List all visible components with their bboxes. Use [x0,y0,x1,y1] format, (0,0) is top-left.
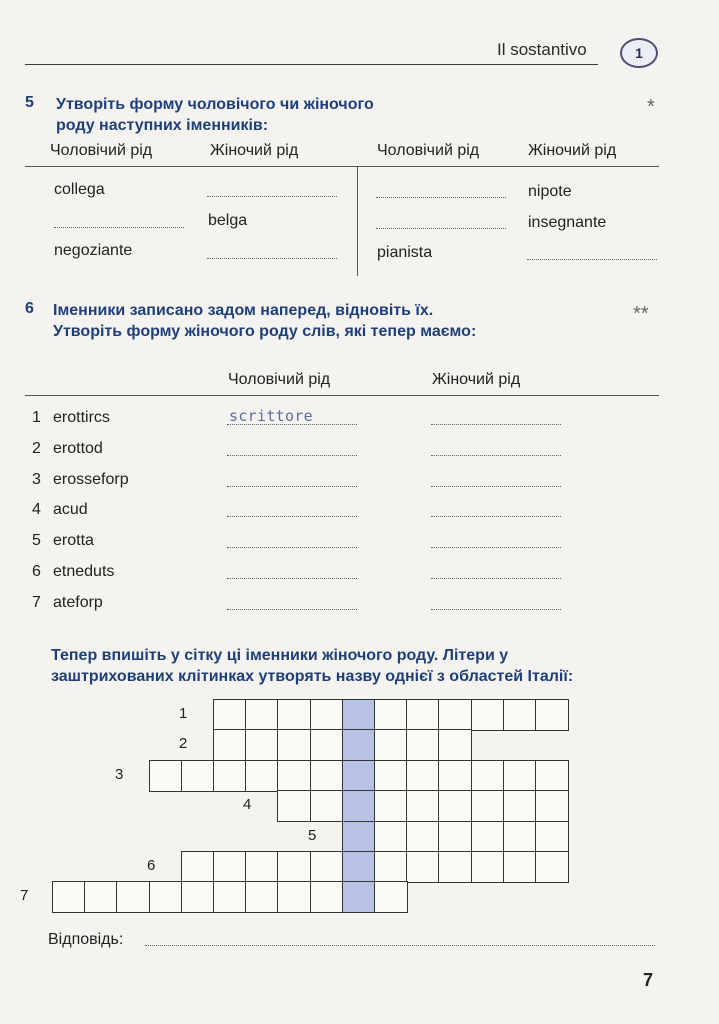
crossword-cell[interactable] [406,729,440,761]
crossword-cell[interactable] [503,790,537,822]
crossword-row-number: 6 [147,857,156,874]
answer-label: Відповідь: [48,931,124,948]
crossword-cell[interactable] [406,821,440,853]
ex6-reversed-word: erotta [53,532,94,549]
ex6-item-number: 7 [32,594,41,611]
ex6-male-answer-blank[interactable] [227,578,357,579]
crossword-cell[interactable] [471,760,505,792]
crossword-cell[interactable] [181,851,215,883]
crossword-cell[interactable] [503,851,537,883]
ex6-male-answer-blank[interactable] [227,486,357,487]
ex6-reversed-word: erosseforp [53,471,129,488]
ex6-reversed-word: acud [53,501,88,518]
crossword-cell[interactable] [277,790,311,822]
crossword-cell[interactable] [310,790,344,822]
ex5-word: insegnante [528,214,607,231]
crossword-shaded-cell[interactable] [342,821,376,853]
crossword-instruction-line2: заштрихованих клітинках утворять назву однієї з областей Італії: [51,668,574,685]
ex6-item-number: 6 [32,563,41,580]
crossword-cell[interactable] [277,881,311,913]
crossword-cell[interactable] [535,851,569,883]
crossword-cell[interactable] [245,729,279,761]
crossword-cell[interactable] [503,760,537,792]
page-number: 7 [643,970,654,990]
crossword-shaded-cell[interactable] [342,790,376,822]
ex5-col-male-left: Чоловічий рід [50,142,153,159]
crossword-cell[interactable] [374,881,408,913]
crossword-row-number: 2 [179,735,188,752]
ex6-female-answer-blank[interactable] [431,455,561,456]
crossword-cell[interactable] [245,851,279,883]
ex6-female-answer-blank[interactable] [431,424,561,425]
crossword-cell[interactable] [374,699,408,731]
crossword-cell[interactable] [310,729,344,761]
crossword-cell[interactable] [310,699,344,731]
exercise-5-number: 5 [25,94,34,111]
ex6-female-answer-blank[interactable] [431,578,561,579]
difficulty-marker: ** [633,303,649,325]
ex5-answer-blank[interactable] [376,197,506,198]
crossword-cell[interactable] [116,881,150,913]
crossword-shaded-cell[interactable] [342,760,376,792]
crossword-instruction-line1: Тепер впишіть у сітку ці іменники жіночого роду. Літери у [51,647,509,664]
crossword-cell[interactable] [277,760,311,792]
crossword-row-number: 4 [243,796,252,813]
crossword-shaded-cell[interactable] [342,729,376,761]
crossword-cell[interactable] [310,881,344,913]
crossword-cell[interactable] [310,851,344,883]
crossword-row-number: 7 [20,887,29,904]
ex6-female-answer-blank[interactable] [431,486,561,487]
crossword-cell[interactable] [374,821,408,853]
ex6-female-answer-blank[interactable] [431,547,561,548]
exercise-6-instruction-line2: Утворіть форму жіночого роду слів, які тепер маємо: [53,323,477,340]
exercise-6-number: 6 [25,300,34,317]
crossword-cell[interactable] [245,881,279,913]
crossword-cell[interactable] [406,851,440,883]
exercise-5-instruction-line2: роду наступних іменників: [56,117,269,134]
crossword-shaded-cell[interactable] [342,851,376,883]
ex6-reversed-word: erottircs [53,409,110,426]
crossword-cell[interactable] [277,699,311,731]
crossword-cell[interactable] [503,821,537,853]
answer-blank[interactable] [145,945,655,946]
crossword-cell[interactable] [535,821,569,853]
crossword-cell[interactable] [438,729,472,761]
crossword-cell[interactable] [535,760,569,792]
crossword-row-number: 5 [308,827,317,844]
crossword-cell[interactable] [374,790,408,822]
crossword-shaded-cell[interactable] [342,699,376,731]
crossword-shaded-cell[interactable] [342,881,376,913]
ex6-handwritten-answer: scrittore [229,407,313,425]
crossword-cell[interactable] [277,851,311,883]
crossword-cell[interactable] [213,881,247,913]
ex5-word: negoziante [54,242,133,259]
ex6-female-answer-blank[interactable] [431,609,561,610]
crossword-cell[interactable] [213,729,247,761]
crossword-cell[interactable] [84,881,118,913]
ex6-header-rule [25,395,659,396]
crossword-cell[interactable] [471,821,505,853]
ex6-reversed-word: ateforp [53,594,103,611]
ex5-col-female-left: Жіночий рід [210,142,299,159]
ex6-col-male: Чоловічий рід [228,371,331,388]
crossword-cell[interactable] [52,881,86,913]
ex6-item-number: 3 [32,471,41,488]
ex6-reversed-word: etneduts [53,563,115,580]
ex5-word: belga [208,212,248,229]
ex5-col-male-right: Чоловічий рід [377,142,480,159]
crossword-cell[interactable] [310,760,344,792]
crossword-cell[interactable] [374,729,408,761]
exercise-6-instruction-line1: Іменники записано задом наперед, відновіть їх. [53,302,434,319]
difficulty-marker: * [647,96,655,118]
crossword-cell[interactable] [535,699,569,731]
ex5-word: collega [54,181,105,198]
ex5-answer-blank[interactable] [207,196,337,197]
ex5-word: pianista [377,244,433,261]
crossword-row-number: 3 [115,766,124,783]
crossword-cell[interactable] [438,790,472,822]
ex5-header-rule [25,166,659,167]
crossword-cell[interactable] [374,851,408,883]
crossword-cell[interactable] [471,699,505,731]
crossword-cell[interactable] [535,790,569,822]
crossword-cell[interactable] [213,851,247,883]
ex6-male-answer-blank[interactable] [227,516,357,517]
crossword-cell[interactable] [406,699,440,731]
ex6-item-number: 4 [32,501,41,518]
ex6-female-answer-blank[interactable] [431,516,561,517]
ex6-item-number: 1 [32,409,41,426]
chapter-title: Il sostantivo [497,40,587,59]
crossword-cell[interactable] [149,881,183,913]
crossword-cell[interactable] [438,851,472,883]
crossword-cell[interactable] [213,699,247,731]
crossword-cell[interactable] [406,760,440,792]
crossword-cell[interactable] [181,881,215,913]
crossword-cell[interactable] [471,851,505,883]
crossword-cell[interactable] [245,760,279,792]
exercise-5-instruction-line1: Утворіть форму чоловічого чи жіночого [56,96,374,113]
crossword-row-number: 1 [179,705,188,722]
ex6-male-answer-blank[interactable] [227,455,357,456]
crossword-cell[interactable] [213,760,247,792]
crossword-cell[interactable] [374,760,408,792]
ex6-item-number: 2 [32,440,41,457]
ex5-answer-blank[interactable] [207,258,337,259]
ex6-reversed-word: erottod [53,440,103,457]
crossword-cell[interactable] [181,760,215,792]
ex6-male-answer-blank[interactable] [227,547,357,548]
ex6-male-answer-blank[interactable] [227,609,357,610]
header-divider [25,64,598,65]
crossword-cell[interactable] [149,760,183,792]
ex5-word: nipote [528,183,572,200]
ex5-column-divider [357,166,358,276]
crossword-cell[interactable] [503,699,537,731]
crossword-cell[interactable] [438,760,472,792]
ex6-item-number: 5 [32,532,41,549]
crossword-cell[interactable] [406,790,440,822]
crossword-cell[interactable] [471,790,505,822]
crossword-cell[interactable] [245,699,279,731]
ex5-answer-blank[interactable] [54,227,184,228]
crossword-cell[interactable] [438,821,472,853]
ex5-answer-blank[interactable] [527,259,657,260]
ex6-col-female: Жіночий рід [432,371,521,388]
crossword-cell[interactable] [438,699,472,731]
crossword-cell[interactable] [277,729,311,761]
ex5-answer-blank[interactable] [376,228,506,229]
ex5-col-female-right: Жіночий рід [528,142,617,159]
chapter-badge: 1 [620,38,658,68]
